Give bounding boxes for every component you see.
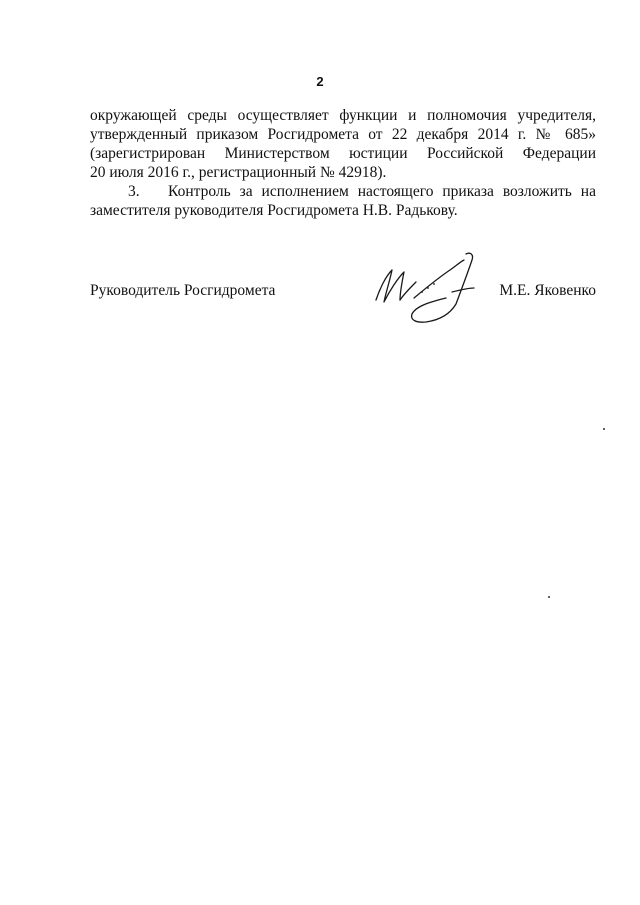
item-3-first-line bbox=[90, 182, 596, 201]
item-3-text-line1: Контроль за исполнением настоящего приказа возложить на bbox=[168, 183, 596, 200]
signature-block bbox=[90, 280, 596, 320]
paragraph-line: (зарегистрирован Министерством юстиции Российской Федерации bbox=[90, 145, 596, 162]
scan-speck bbox=[603, 428, 605, 430]
handwritten-signature bbox=[370, 248, 500, 326]
signatory-position: Руководитель Росгидромета bbox=[90, 282, 276, 299]
scan-speck bbox=[548, 596, 550, 598]
signatory-name: М.Е. Яковенко bbox=[499, 282, 596, 299]
document-body bbox=[90, 106, 596, 220]
paragraph-line: 20 июля 2016 г., регистрационный № 42918). bbox=[90, 164, 387, 181]
paragraph-line: окружающей среды осуществляет функции и полномочия учредителя, bbox=[90, 107, 596, 124]
item-3-number: 3. bbox=[128, 183, 140, 200]
page-number: 2 bbox=[316, 74, 324, 89]
item-3-text-line2: заместителя руководителя Росгидромета Н.В. Радькову. bbox=[90, 202, 458, 219]
paragraph-line: утвержденный приказом Росгидромета от 22 декабря 2014 г. № 685» bbox=[90, 126, 596, 143]
